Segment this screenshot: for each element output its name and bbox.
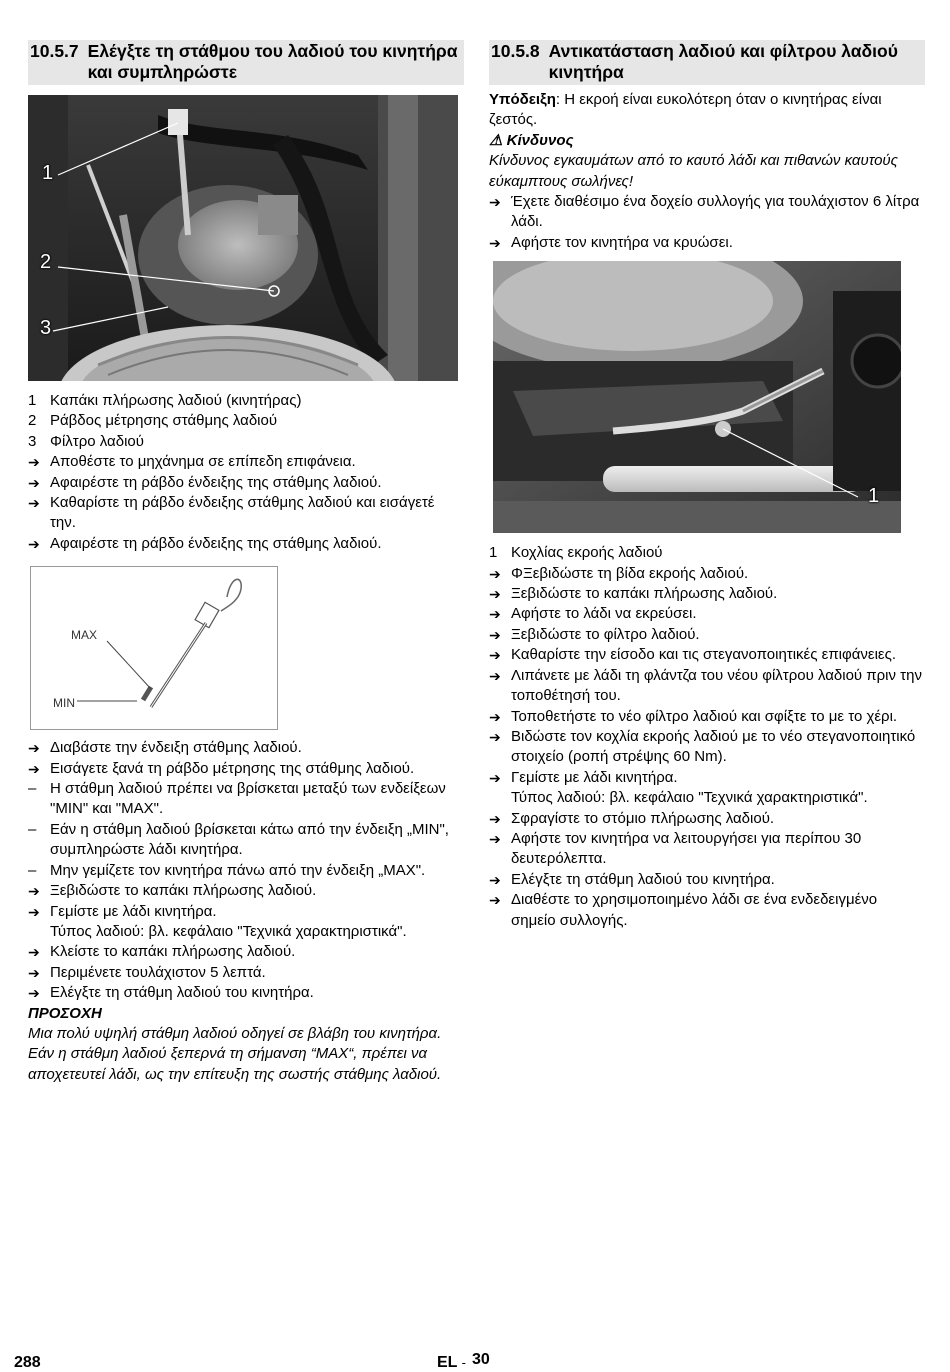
warning-triangle-icon: ⚠ (489, 131, 503, 149)
step-arrow-icon: ➔ (489, 194, 501, 211)
left-column (28, 40, 464, 1085)
step-text: Έχετε διαθέσιμο ένα δοχείο συλλογής για τουλάχιστον 6 λίτρα λάδι. (511, 193, 920, 231)
step-text: Ελέγξτε τη στάθμη λαδιού του κινητήρα. (511, 870, 775, 888)
drain-photo-image (493, 261, 901, 533)
step-arrow-icon: ➔ (28, 454, 40, 471)
section-heading-oil-change (489, 40, 925, 85)
step-arrow-icon: ➔ (489, 728, 501, 745)
dash-marker: – (28, 861, 37, 879)
step-item (489, 768, 925, 788)
step-item (28, 881, 464, 901)
photo-callout-1: 1 (42, 162, 54, 184)
step-arrow-icon: ➔ (28, 964, 40, 981)
step-text: Καθαρίστε τη ράβδο ένδειξης στάθμης λαδιού και εισάγετέ την. (50, 494, 435, 532)
step-arrow-icon: ➔ (28, 760, 40, 777)
legend-item (28, 411, 464, 431)
step-text: Ξεβιδώστε το καπάκι πλήρωσης λαδιού. (511, 585, 778, 603)
legend-list (28, 391, 464, 452)
step-arrow-icon: ➔ (489, 586, 501, 603)
step-item (489, 809, 925, 829)
danger-text: Κίνδυνος εγκαυμάτων από το καυτό λάδι και πιθανών καυτούς εύκαμπτους σωλήνες! (489, 152, 898, 190)
step-list (28, 452, 464, 554)
footer-language (437, 1354, 466, 1372)
step-arrow-icon: ➔ (28, 944, 40, 961)
step-item (28, 452, 464, 472)
drain-photo (493, 261, 901, 533)
photo-callout-1: 1 (868, 485, 880, 508)
legend-text: Κοχλίας εκροής λαδιού (511, 544, 663, 562)
step-text: Αφήστε το λάδι να εκρεύσει. (511, 605, 697, 623)
step-item (489, 666, 925, 707)
page-separator: - (461, 1355, 466, 1370)
step-arrow-icon: ➔ (489, 810, 501, 827)
step-text: Αφαιρέστε τη ράβδο ένδειξης της στάθμης λαδιού. (50, 473, 382, 491)
step-text: Ξεβιδώστε το καπάκι πλήρωσης λαδιού. (50, 882, 317, 900)
step-item (489, 645, 925, 665)
hint-text: : Η εκροή είναι ευκολότερη όταν ο κινητήρας είναι ζεστός. (489, 91, 882, 129)
step-item (489, 870, 925, 890)
step-arrow-icon: ➔ (28, 535, 40, 552)
step-arrow-icon: ➔ (489, 565, 501, 582)
legend-list (489, 543, 925, 563)
dash-item (28, 820, 464, 861)
dash-item (28, 779, 464, 820)
step-text: Βιδώστε τον κοχλία εκροής λαδιού με το νέο στεγανοποιητικό στοιχείο (ροπή στρέψης 60 Nm). (511, 727, 916, 766)
step-text: Γεμίστε με λάδι κινητήρα. (50, 902, 217, 920)
section-page-number: 30 (472, 1351, 490, 1368)
step-item (28, 534, 464, 554)
step-arrow-icon: ➔ (489, 769, 501, 786)
step-item (489, 707, 925, 727)
legend-number: 1 (489, 544, 498, 562)
step-item (489, 727, 925, 768)
step-arrow-icon: ➔ (28, 474, 40, 491)
step-item (28, 759, 464, 779)
step-arrow-icon: ➔ (28, 883, 40, 900)
step-text: Αποθέστε το μηχάνημα σε επίπεδη επιφάνεια. (50, 453, 356, 471)
diagram-label-min: MIN (53, 696, 75, 711)
step-list (489, 564, 925, 931)
step-item (489, 584, 925, 604)
step-item (489, 233, 925, 253)
step-item (489, 604, 925, 624)
danger-heading-row (489, 131, 925, 151)
step-text: Λιπάνετε με λάδι τη φλάντζα του νέου φίλτρου λαδιού πριν την τοποθέτησή του. (511, 666, 922, 705)
step-item (28, 902, 464, 922)
step-list (489, 192, 925, 253)
photo-callout-2: 2 (40, 251, 52, 273)
dash-text: Εάν η στάθμη λαδιού βρίσκεται κάτω από την ένδειξη „MIN", συμπληρώστε λάδι κινητήρα. (50, 820, 449, 859)
step-text: Κλείστε το καπάκι πλήρωσης λαδιού. (50, 943, 296, 961)
step-text: Αφήστε τον κινητήρα να λειτουργήσει για περίπου 30 δευτερόλεπτα. (511, 829, 862, 868)
caution-text: Μια πολύ υψηλή στάθμη λαδιού οδηγεί σε βλάβη του κινητήρα. Εάν η στάθμη λαδιού ξεπερνά τη σήμανση “MAX“, πρέπει να αποχετευτεί λάδι, ως την επίτευξη της σωστής στάθμης λαδιού. (28, 1024, 442, 1083)
step-arrow-icon: ➔ (489, 606, 501, 623)
legend-number: 2 (28, 412, 37, 430)
oil-type-note: Τύπος λαδιού: βλ. κεφάλαιο "Τεχνικά χαρακτηριστικά". (511, 789, 868, 807)
dash-item (28, 861, 464, 881)
legend-item (28, 391, 464, 411)
step-arrow-icon: ➔ (489, 626, 501, 643)
step-text: Σφραγίστε το στόμιο πλήρωσης λαδιού. (511, 809, 775, 827)
step-item (28, 473, 464, 493)
step-item (28, 942, 464, 962)
step-text: ΦΞεβιδώστε τη βίδα εκροής λαδιού. (511, 564, 749, 582)
step-list (28, 738, 464, 1003)
step-item (489, 890, 925, 931)
dipstick-diagram (30, 566, 278, 730)
step-arrow-icon: ➔ (489, 234, 501, 251)
step-text: Περιμένετε τουλάχιστον 5 λεπτά. (50, 963, 266, 981)
legend-text: Φίλτρο λαδιού (50, 432, 144, 450)
section-title: Ελέγξτε τη στάθμου του λαδιού του κινητήρα και συμπληρώστε (87, 41, 458, 82)
step-item (28, 963, 464, 983)
dash-text: Μην γεμίζετε τον κινητήρα πάνω από την ένδειξη „MAX". (50, 861, 426, 879)
step-arrow-icon: ➔ (489, 892, 501, 909)
diagram-label-max: MAX (71, 628, 98, 643)
section-title: Αντικατάσταση λαδιού και φίλτρου λαδιού κινητήρα (548, 41, 898, 82)
section-number: 10.5.8 (491, 41, 540, 61)
step-arrow-icon: ➔ (489, 708, 501, 725)
step-text: Εισάγετε ξανά τη ράβδο μέτρησης της στάθμης λαδιού. (50, 759, 415, 777)
hint-paragraph (489, 90, 925, 131)
step-arrow-icon: ➔ (28, 903, 40, 920)
step-arrow-icon: ➔ (28, 985, 40, 1002)
step-item (28, 738, 464, 758)
step-item (489, 829, 925, 870)
step-arrow-icon: ➔ (28, 495, 40, 512)
step-text: Αφαιρέστε τη ράβδο ένδειξης της στάθμης λαδιού. (50, 534, 382, 552)
legend-text: Καπάκι πλήρωσης λαδιού (κινητήρας) (50, 392, 302, 409)
step-text: Διαβάστε την ένδειξη στάθμης λαδιού. (50, 739, 302, 757)
step-item (28, 493, 464, 534)
page-number: 288 (14, 1354, 41, 1371)
caution-heading: ΠΡΟΣΟΧΗ (28, 1004, 102, 1022)
step-arrow-icon: ➔ (489, 830, 501, 847)
section-number: 10.5.7 (30, 41, 79, 61)
step-text: Γεμίστε με λάδι κινητήρα. (511, 768, 678, 786)
step-text: Ξεβιδώστε το φίλτρο λαδιού. (511, 625, 700, 643)
step-item (489, 564, 925, 584)
step-text: Ελέγξτε τη στάθμη λαδιού του κινητήρα. (50, 984, 314, 1002)
oil-type-note: Τύπος λαδιού: βλ. κεφάλαιο "Τεχνικά χαρακτηριστικά". (50, 922, 407, 940)
legend-number: 3 (28, 432, 37, 450)
step-text: Αφήστε τον κινητήρα να κρυώσει. (511, 233, 733, 251)
engine-photo (28, 95, 458, 381)
danger-heading: Κίνδυνος (506, 131, 574, 149)
photo-callout-3: 3 (40, 317, 52, 339)
engine-photo-image (28, 95, 458, 381)
hint-label: Υπόδειξη (489, 91, 556, 108)
step-text: Διαθέστε το χρησιμοποιημένο λάδι σε ένα ενδεδειγμένο σημείο συλλογής. (511, 891, 878, 929)
step-arrow-icon: ➔ (489, 667, 501, 684)
step-item (489, 192, 925, 233)
language-code: EL (437, 1354, 458, 1371)
dash-text: Η στάθμη λαδιού πρέπει να βρίσκεται μεταξύ των ενδείξεων "MIN" και "MAX". (50, 780, 446, 818)
step-text: Καθαρίστε την είσοδο και τις στεγανοποιητικές επιφάνειες. (511, 646, 897, 664)
legend-number: 1 (28, 392, 37, 409)
step-arrow-icon: ➔ (489, 647, 501, 664)
step-arrow-icon: ➔ (28, 740, 40, 757)
legend-item (489, 543, 925, 563)
step-item (28, 983, 464, 1003)
legend-text: Ράβδος μέτρησης στάθμης λαδιού (50, 412, 278, 430)
dash-marker: – (28, 820, 37, 838)
legend-item (28, 432, 464, 452)
dash-marker: – (28, 780, 37, 798)
section-heading-oil-check (28, 40, 464, 85)
step-item (489, 625, 925, 645)
step-arrow-icon: ➔ (489, 871, 501, 888)
step-text: Τοποθετήστε το νέο φίλτρο λαδιού και σφίξτε το με το χέρι. (511, 707, 898, 725)
right-column (489, 40, 925, 931)
